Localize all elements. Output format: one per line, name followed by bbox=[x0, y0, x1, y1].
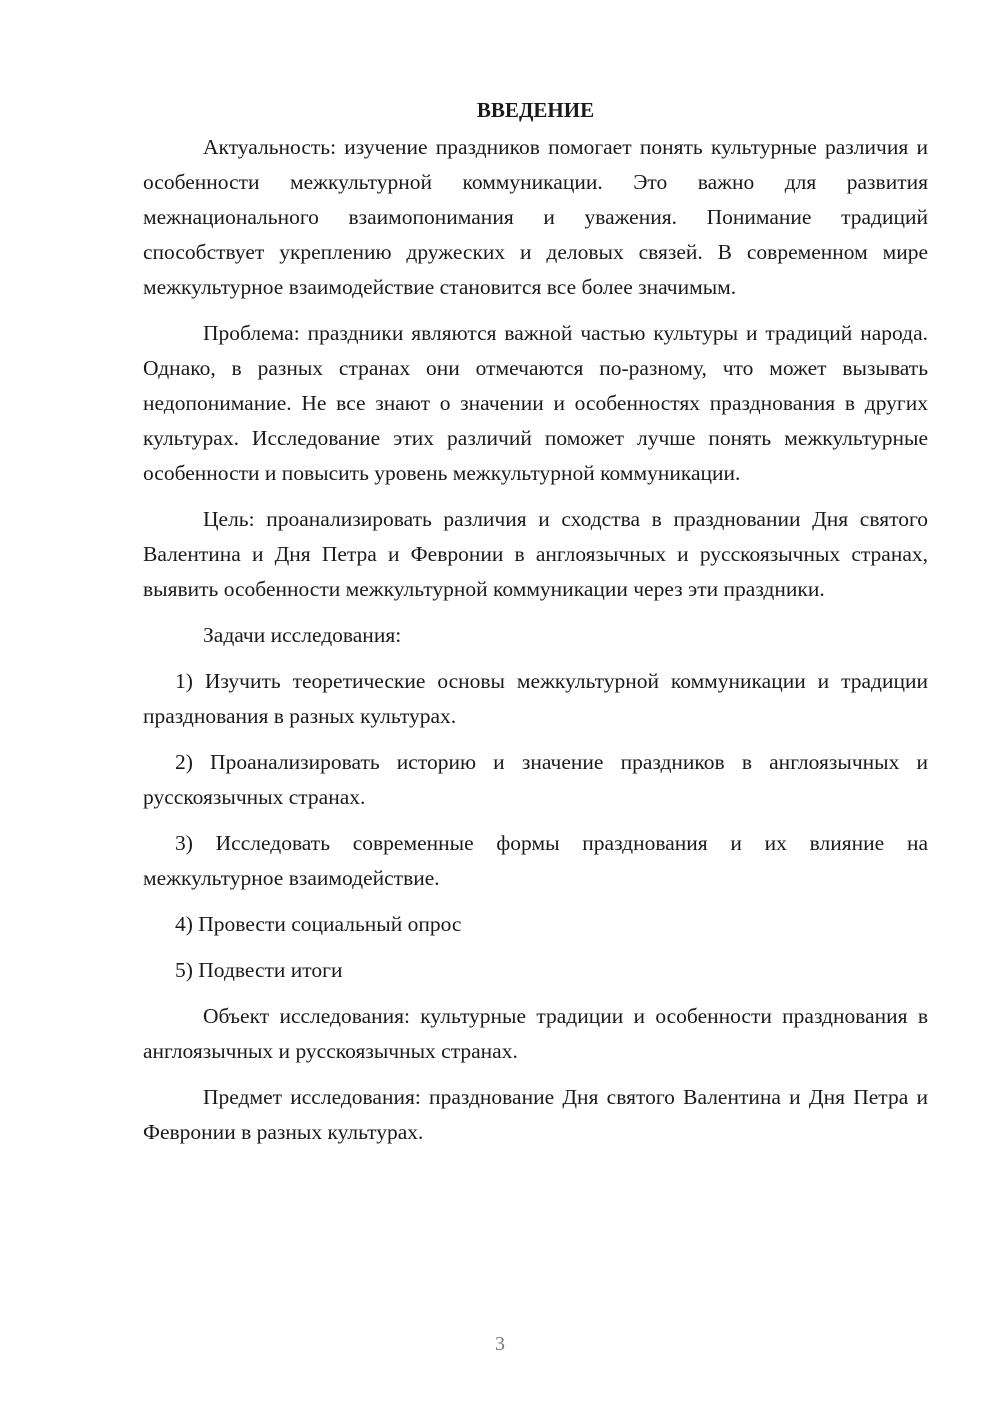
relevance-paragraph: Актуальность: изучение праздников помогает понять культурные различия и особенности межкультурной коммуникации. Это важно для развития межнационального взаимопонимания и уважения. Понимание традиций способствует укреплению дружеских и деловых связей. В современном мире межкультурное взаимодействие становится все более значимым. bbox=[143, 135, 928, 299]
goal-paragraph: Цель: проанализировать различия и сходства в праздновании Дня святого Валентина и Дня Петра и Февронии в англоязычных и русскоязычных странах, выявить особенности межкультурной коммуникации через эти праздники. bbox=[143, 507, 928, 601]
object-paragraph: Объект исследования: культурные традиции и особенности празднования в англоязычных и русскоязычных странах. bbox=[143, 1004, 928, 1063]
tasks-heading: Задачи исследования: bbox=[203, 623, 402, 647]
task-item: 2) Проанализировать историю и значение праздников в англоязычных и русскоязычных странах. bbox=[143, 750, 928, 809]
task-item: 4) Провести социальный опрос bbox=[175, 912, 462, 936]
task-item: 5) Подвести итоги bbox=[175, 958, 343, 982]
task-item: 1) Изучить теоретические основы межкультурной коммуникации и традиции празднования в разных культурах. bbox=[143, 669, 928, 728]
problem-paragraph: Проблема: праздники являются важной частью культуры и традиций народа. Однако, в разных странах они отмечаются по-разному, что может вызывать недопонимание. Не все знают о значении и особенностях празднования в других культурах. Исследование этих различий поможет лучше понять межкультурные особенности и повысить уровень межкультурной коммуникации. bbox=[143, 321, 928, 485]
task-item: 3) Исследовать современные формы празднования и их влияние на межкультурное взаимодействие. bbox=[143, 831, 928, 890]
document-page bbox=[143, 92, 928, 1161]
page-number: 3 bbox=[495, 1333, 505, 1355]
section-heading: ВВЕДЕНИЕ bbox=[476, 98, 595, 122]
subject-paragraph: Предмет исследования: празднование Дня святого Валентина и Дня Петра и Февронии в разных культурах. bbox=[143, 1085, 928, 1144]
